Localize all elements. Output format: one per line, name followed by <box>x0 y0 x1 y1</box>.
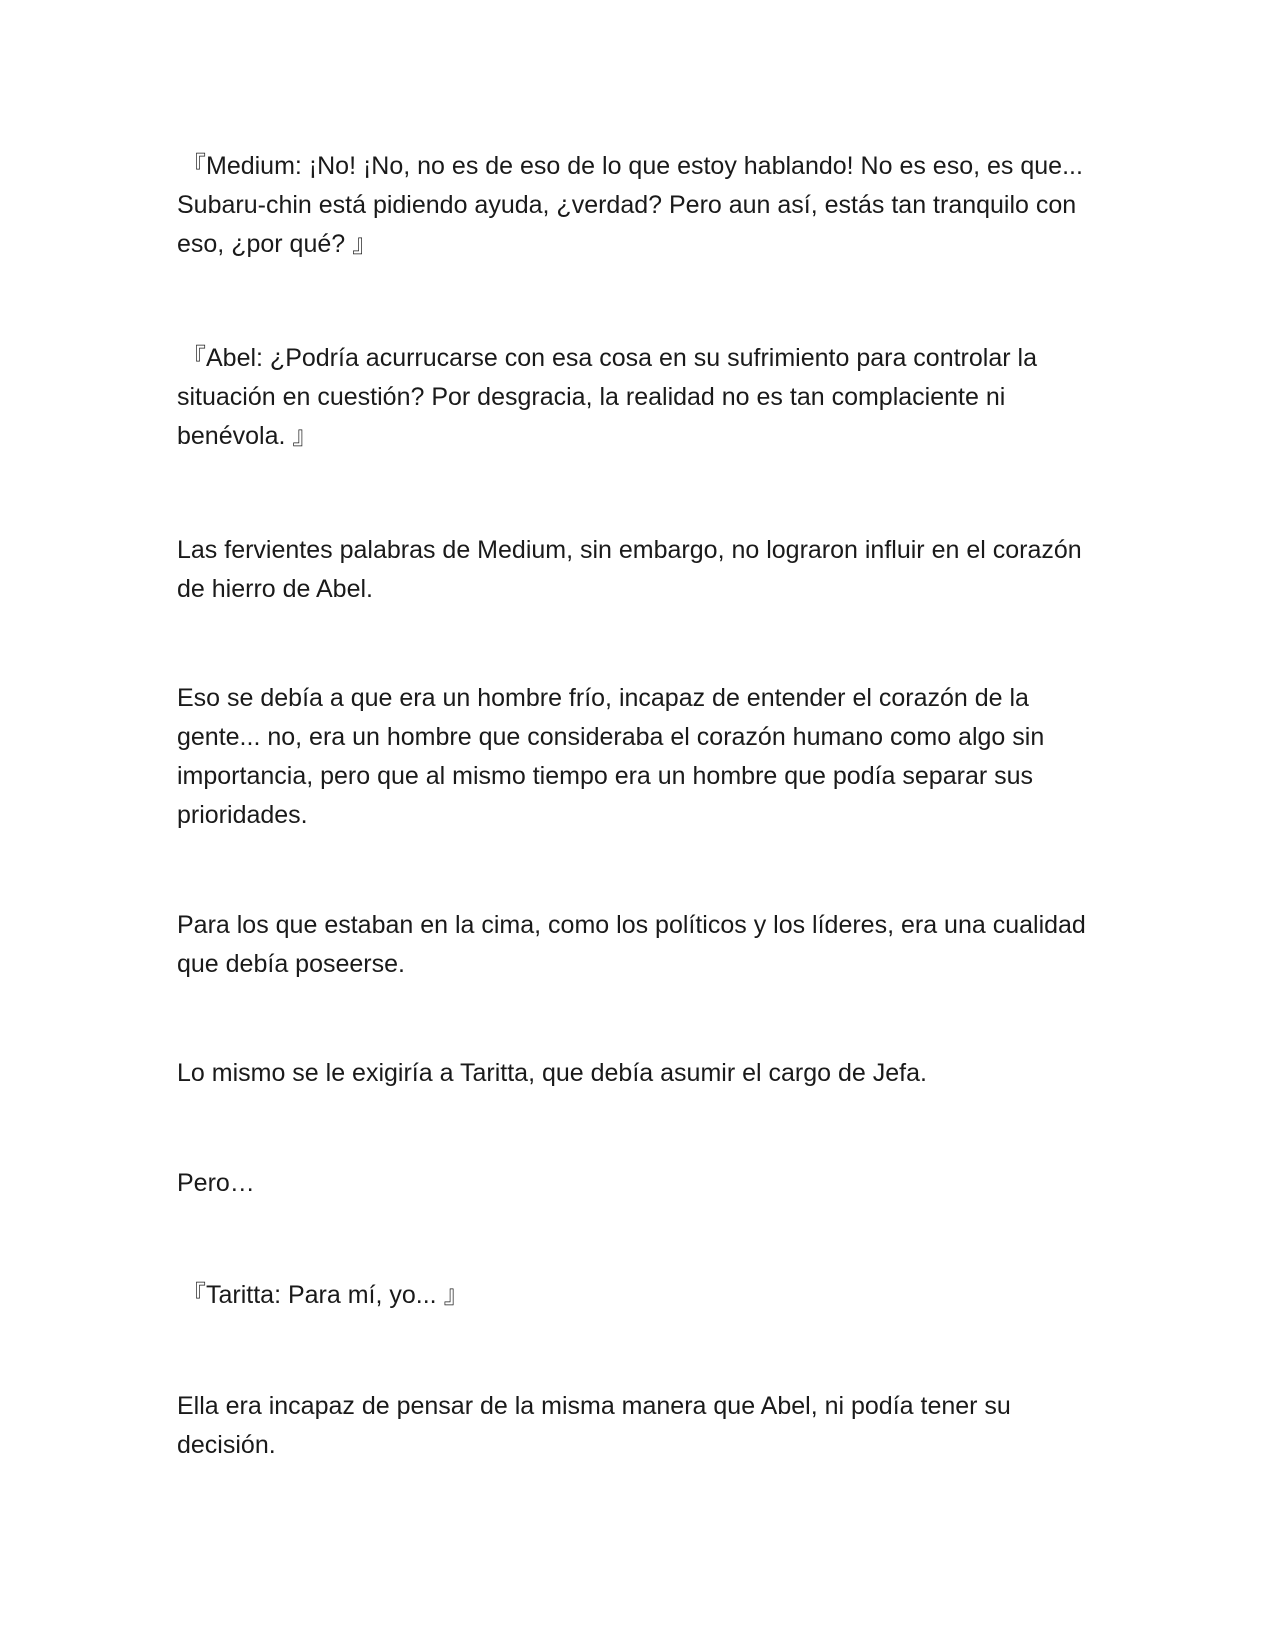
paragraph-abel-dialogue: 『Abel: ¿Podría acurrucarse con esa cosa en su sufrimiento para controlar la situación en cuestión? Por desgracia, la realidad no es tan complaciente ni benévola. 』 <box>177 344 1037 450</box>
paragraph-taritta-dialogue: 『Taritta: Para mí, yo... 』 <box>181 1281 469 1309</box>
paragraph-narration-1: Las fervientes palabras de Medium, sin embargo, no lograron influir en el corazón de hierro de Abel. <box>177 536 1082 603</box>
paragraph-narration-2: Eso se debía a que era un hombre frío, incapaz de entender el corazón de la gente... no, era un hombre que consideraba el corazón humano como algo sin importancia, pero que al mismo tiempo era un hombre que podía separar sus prioridades. <box>177 684 1045 829</box>
paragraph-narration-5: Pero… <box>177 1169 255 1197</box>
paragraph-narration-3: Para los que estaban en la cima, como los políticos y los líderes, era una cualidad que debía poseerse. <box>177 911 1086 978</box>
paragraph-narration-6: Ella era incapaz de pensar de la misma manera que Abel, ni podía tener su decisión. <box>177 1392 1011 1459</box>
paragraph-medium-dialogue: 『Medium: ¡No! ¡No, no es de eso de lo que estoy hablando! No es eso, es que... Subaru-chin está pidiendo ayuda, ¿verdad? Pero aun así, estás tan tranquilo con eso, ¿por qué? 』 <box>177 152 1083 258</box>
paragraph-narration-4: Lo mismo se le exigiría a Taritta, que debía asumir el cargo de Jefa. <box>177 1059 927 1087</box>
